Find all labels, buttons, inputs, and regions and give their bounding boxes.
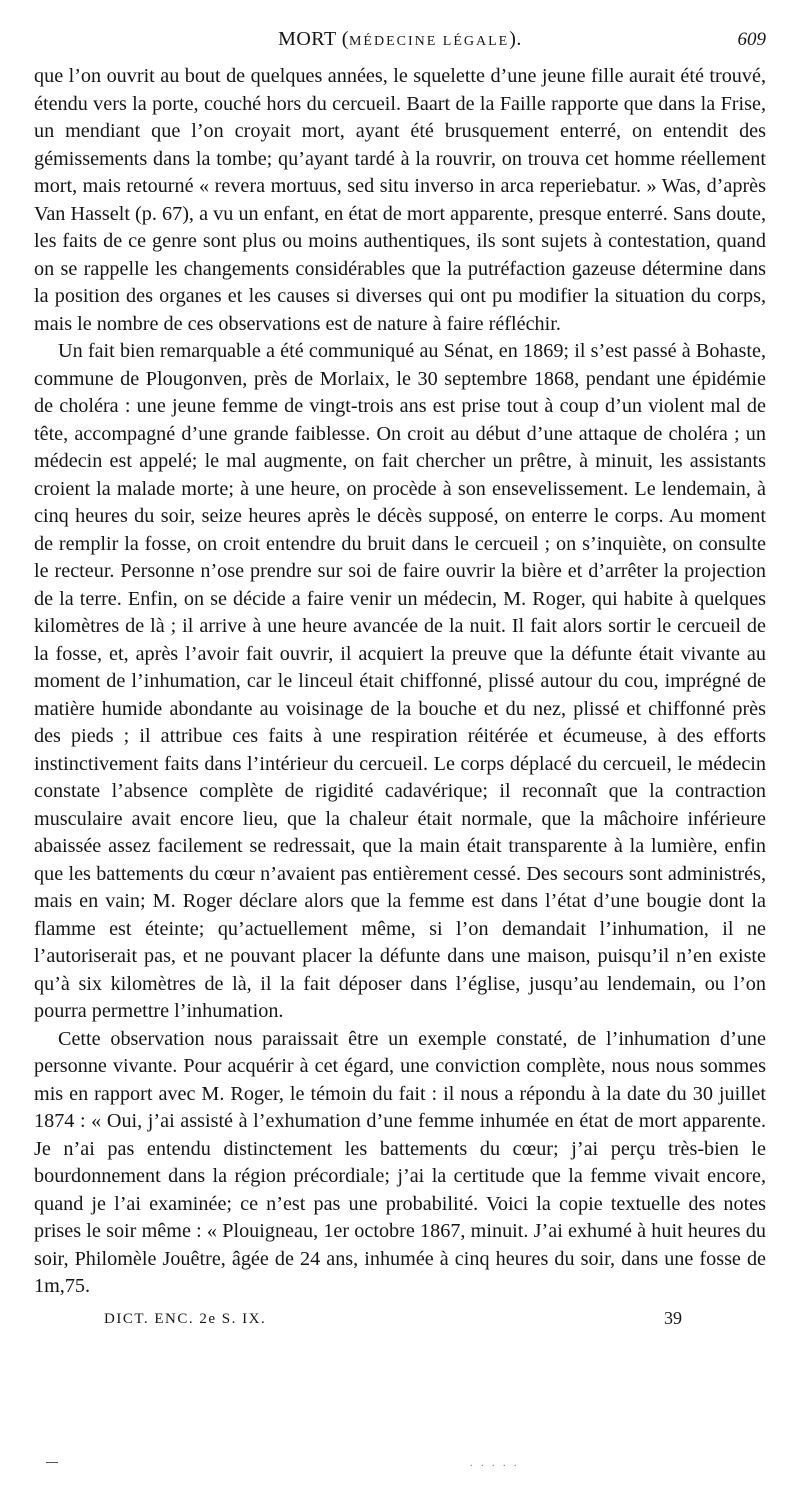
running-title-subject: MÉDECINE LÉGALE bbox=[348, 34, 510, 49]
page-number: 609 bbox=[737, 29, 766, 50]
bottom-mark-left bbox=[46, 1462, 58, 1463]
paragraph-continued: que l’on ouvrit au bout de quelques années, le squelette d’une jeune fille aurait été trouvé, étendu vers la porte, couché hors du cercueil. Baart de la Faille rapporte que dans la Frise, un mendiant que l’on croyait mort, ayant été brusquement enterré, on entendit des gémissements dans la tombe; qu’ayant tardé à la rouvrir, on trouva cet homme réellement mort, mais retourné « revera mortuus, sed situ inverso in arca reperiebatur. » Was, d’après Van Hasselt (p. 67), a vu un enfant, en état de mort apparente, presque enterré. Sans doute, les faits de ce genre sont plus ou moins authentiques, ils sont sujets à contestation, quand on se rappelle les changements considérables que la putréfaction gazeuse détermine dans la position des organes et les causes si diverses qui ont pu modifier la situation du corps, mais le nombre de ces observations est de nature à faire réfléchir. bbox=[34, 65, 766, 335]
body-text bbox=[34, 63, 766, 1301]
paragraph-observation: Cette observation nous paraissait être un exemple constaté, de l’inhumation d’une personne vivante. Pour acquérir à cet égard, une conviction complète, nous nous sommes mis en rapport avec M. Roger, le témoin du fait : il nous a répondu à la date du 30 juillet 1874 : « Oui, j’ai assisté à l’exhumation d’une femme inhumée en état de mort apparente. Je n’ai pas entendu distinctement les battements du cœur; j’ai perçu très-bien le bourdonnement dans la région précordiale; j’ai la certitude que la femme vivait encore, quand je l’ai examinée; ce n’est pas une probabilité. Voici la copie textuelle des notes prises le soir même : « Plouigneau, 1er octobre 1867, minuit. J’ai exhumé à huit heures du soir, Philomèle Jouêtre, âgée de 24 ans, inhumée à cinq heures du soir, dans une fosse de 1m,75. bbox=[34, 1027, 766, 1297]
running-head bbox=[34, 0, 766, 60]
printer-signature: DICT. ENC. 2e S. IX. bbox=[104, 1310, 267, 1327]
page-footer bbox=[34, 1303, 766, 1343]
paragraph-senate-case: Un fait bien remarquable a été communiqué au Sénat, en 1869; il s’est passé à Bohaste, commune de Plougonven, près de Morlaix, le 30 septembre 1868, pendant une épidémie de choléra : une jeune femme de vingt-trois ans est prise tout à coup d’un violent mal de tête, accompagné d’une grande faiblesse. On croit au début d’une attaque de choléra ; un médecin est appelé; le mal augmente, on fait chercher un prêtre, à minuit, les assistants croient la malade morte; à une heure, on procède à son ensevelissement. Le lendemain, à cinq heures du soir, seize heures après le décès supposé, on enterre le corps. Au moment de remplir la fosse, on croit entendre du bruit dans le cercueil ; on s’inquiète, on consulte le recteur. Personne n’ose prendre sur soi de faire ouvrir la bière et d’arrêter la projection de la terre. Enfin, on se décide a faire venir un médecin, M. Roger, qui habite à quelques kilomètres de là ; il arrive à une heure avancée de la nuit. Il fait alors sortir le cercueil de la fosse, et, après l’avoir fait ouvrir, il acquiert la preuve que la défunte était vivante au moment de l’inhumation, car le linceul était chiffonné, plissé autour du cou, imprégné de matière humide abondante au voisinage de la bouche et du nez, plissé et chiffonné près des pieds ; il attribue ces faits à une respiration réitérée et écumeuse, à des efforts instinctivement faits dans l’intérieur du cercueil. Le corps déplacé du cercueil, le médecin constate l’absence complète de rigidité cadavérique; il reconnaît que la contraction musculaire avait encore lieu, que la chaleur était normale, que la mâchoire inférieure abaissée assez facilement se redressait, que la main était transparente à la lumière, enfin que les battements du cœur n’avaient pas entièrement cessé. Des secours sont administrés, mais en vain; M. Roger déclare alors que la femme est dans l’état d’une bougie dont la flamme est éteinte; qu’actuellement même, si l’on demandait l’inhumation, il ne l’autoriserait pas, et ne pouvant placer la défunte dans une maison, puisqu’il n’en existe qu’à six kilomètres de là, il la fait déposer dans l’église, jusqu’au lendemain, ou l’on pourra permettre l’inhumation. bbox=[34, 340, 766, 1022]
sheet-number: 39 bbox=[664, 1307, 682, 1328]
document-page bbox=[34, 0, 766, 1343]
running-title-end: ). bbox=[509, 28, 522, 50]
running-title bbox=[34, 28, 766, 51]
bottom-mark-dots: . . . . . bbox=[470, 1458, 520, 1469]
running-title-main: MORT ( bbox=[278, 28, 349, 50]
